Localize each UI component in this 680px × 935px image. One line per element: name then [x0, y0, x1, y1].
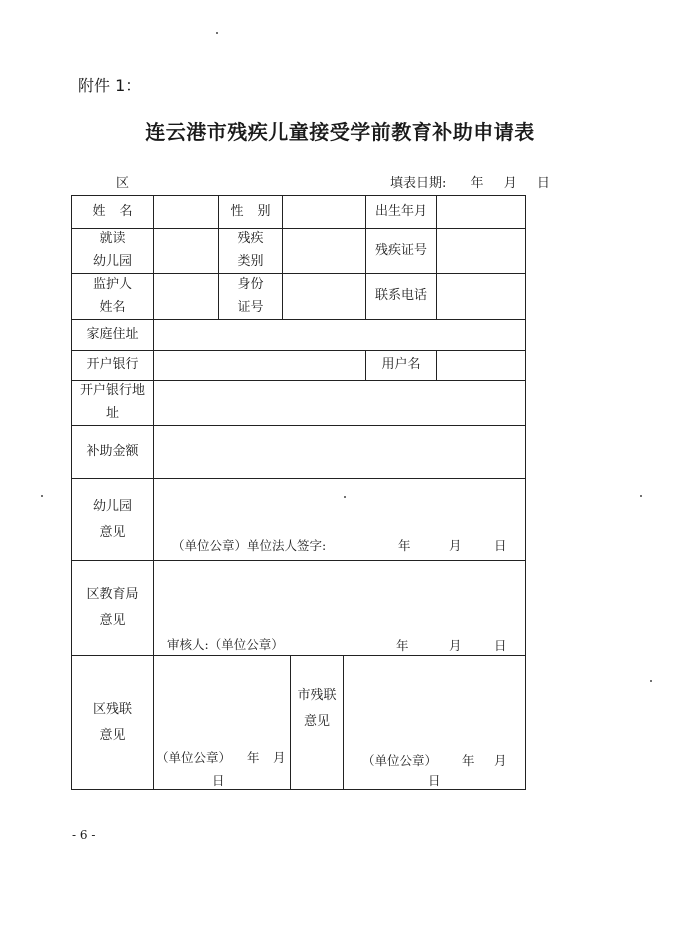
district-dpf-day: 日 — [212, 773, 225, 788]
label-birth: 出生年月 — [374, 203, 427, 219]
scan-speck — [216, 32, 218, 34]
col-line — [436, 350, 437, 380]
attachment-label: 附件 1： — [78, 76, 142, 95]
city-dpf-year: 年 — [462, 753, 475, 768]
label-district-dpf-opinion: 区残联 意见 — [92, 701, 132, 743]
scan-speck — [41, 495, 43, 497]
label-guardian-name: 监护人 姓名 — [92, 276, 132, 315]
fill-date-label: 填表日期: — [390, 176, 447, 191]
label-kg-opinion: 幼儿园 意见 — [92, 498, 132, 540]
edu-year: 年 — [396, 638, 409, 653]
fill-date — [390, 172, 550, 191]
label-bank-address: 开户银行地 址 — [79, 383, 145, 421]
fill-date-day: 日 — [536, 176, 550, 191]
col-line — [282, 195, 283, 319]
label-name: 姓 名 — [92, 203, 133, 219]
fill-date-year: 年 — [470, 176, 484, 191]
label-subsidy-amount: 补助金额 — [86, 443, 139, 459]
city-dpf-month: 月 — [494, 753, 507, 768]
edu-day: 日 — [494, 638, 507, 653]
fill-date-month: 月 — [503, 176, 517, 191]
table-border-right — [525, 195, 526, 790]
label-edu-opinion: 区教育局 意见 — [86, 587, 139, 628]
kg-month: 月 — [449, 538, 462, 553]
scan-speck — [640, 495, 642, 497]
page-number: - 6 - — [72, 828, 96, 842]
district-dpf-year: 年 — [247, 750, 260, 765]
scan-speck — [650, 680, 652, 682]
district-dpf-seal: （单位公章） — [156, 750, 232, 765]
scan-speck — [344, 496, 346, 498]
district-label: 区 — [116, 176, 130, 191]
table-border-bottom — [71, 789, 526, 790]
label-account-name: 用户名 — [381, 357, 421, 373]
label-kindergarten: 就读 幼儿园 — [92, 231, 132, 269]
label-id-number: 身份 证号 — [237, 276, 264, 315]
label-phone: 联系电话 — [374, 288, 427, 304]
label-disability-cert: 残疾证号 — [374, 242, 427, 258]
form-title: 连云港市残疾儿童接受学前教育补助申请表 — [145, 120, 535, 144]
col-line — [153, 195, 154, 790]
city-dpf-day: 日 — [428, 773, 441, 788]
col-line — [436, 195, 437, 319]
label-bank: 开户银行 — [86, 357, 139, 373]
kg-signature-line: （单位公章）单位法人签字: — [172, 538, 327, 553]
label-city-dpf-opinion: 市残联 意见 — [297, 687, 337, 729]
edu-signature-line: 审核人:（单位公章） — [167, 637, 284, 652]
edu-month: 月 — [449, 638, 462, 653]
label-address: 家庭住址 — [86, 326, 139, 342]
kg-day: 日 — [494, 538, 507, 553]
city-dpf-seal: （单位公章） — [362, 753, 438, 768]
label-disability-type: 残疾 类别 — [237, 231, 264, 269]
col-line — [343, 655, 344, 789]
district-dpf-month: 月 — [273, 750, 286, 765]
label-gender: 性 别 — [230, 203, 271, 219]
kg-year: 年 — [398, 538, 411, 553]
